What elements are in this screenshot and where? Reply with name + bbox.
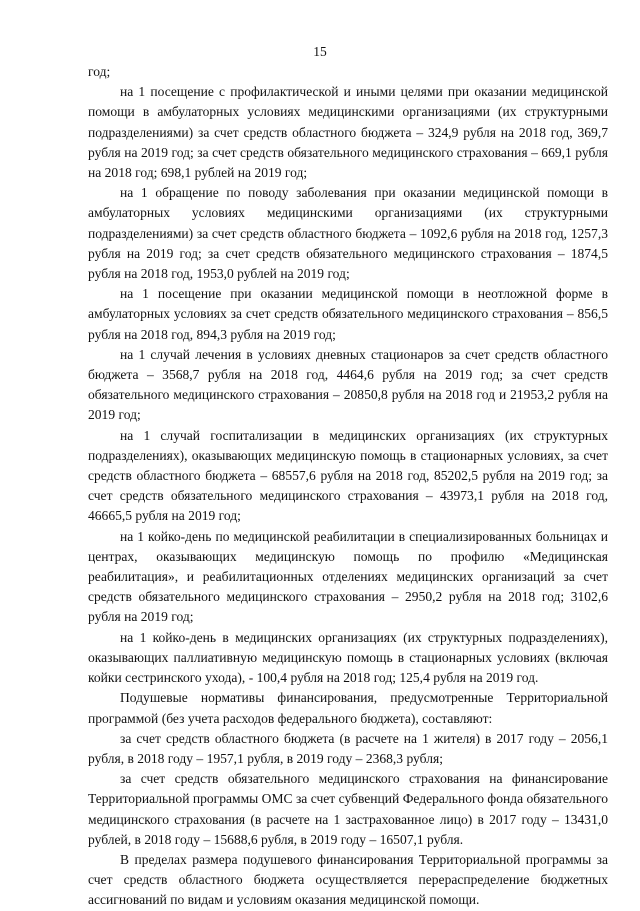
paragraph-palliative-bed-day: на 1 койко-день в медицинских организациях (их структурных подразделениях), оказывающих паллиативную медицинскую помощь в стационарных условиях (включая койки сестринского ухода), - 100,4 рубля на 2018 год; 125,4 рубля на 2019 год. — [88, 629, 608, 686]
paragraph-urgent-visit: на 1 посещение при оказании медицинской помощи в неотложной форме в амбулаторных условиях за счет средств обязательного медицинского страхования – 856,5 рубля на 2018 год, 894,3 рубля на 2019 год; — [88, 286, 608, 342]
paragraph-disease-appeal: на 1 обращение по поводу заболевания при оказании медицинской помощи в амбулаторных условиях медицинскими организациями (их структурными подразделениями) за счет средств областного бюджета – 1092,6 рубля на 2018 год, 1257,3 рубля на 2019 год; за счет средств обязательного медицинского страхования – 1874,5 рубля на 2018 год, 1953,0 рублей на 2019 год; — [88, 185, 608, 282]
paragraph-per-capita-intro: Подушевые нормативы финансирования, предусмотренные Территориальной программой (без учета расходов федерального бюджета), составляют: — [88, 690, 608, 726]
paragraph-redistribution: В пределах размера подушевого финансирования Территориальной программы за счет средств областного бюджета осуществляется перераспределение бюджетных ассигнований по видам и условиям оказания медицинской помощи. — [88, 851, 608, 908]
paragraph-day-hospital: на 1 случай лечения в условиях дневных стационаров за счет средств областного бюджета – 3568,7 рубля на 2018 год, 4464,6 рубля на 2019 год; за счет средств обязательного медицинского страхования – 20850,8 рубля на 2018 год и 21953,2 рубля на 2019 год; — [88, 346, 608, 423]
paragraph-hospitalization: на 1 случай госпитализации в медицинских организациях (их структурных подразделениях), оказывающих медицинскую помощь в стационарных условиях, за счет средств областного бюджета – 68557,6 рубля на 2018 год, 85202,5 рубля на 2019 год; за счет средств обязательного медицинского страхования – 43973,1 рубля на 2018 год, 46665,5 рубля на 2019 год; — [88, 427, 608, 524]
paragraph-continuation: год; — [88, 64, 111, 79]
document-body — [88, 62, 608, 911]
paragraph-regional-budget-per-capita: за счет средств областного бюджета (в расчете на 1 жителя) в 2017 году – 2056,1 рубля, в 2018 году – 1957,1 рубля, в 2019 году – 2368,3 рубля; — [88, 730, 608, 766]
page-number: 15 — [313, 44, 327, 59]
paragraph-oms-per-capita: за счет средств обязательного медицинского страхования на финансирование Территориальной программы ОМС за счет субвенций Федерального фонда обязательного медицинского страхования (в расчете на 1 застрахованное лицо) в 2017 году – 13431,0 рублей, в 2018 году – 15688,6 рубля, в 2019 году – 16507,1 рубля. — [88, 771, 608, 847]
paragraph-rehabilitation-bed-day: на 1 койко-день по медицинской реабилитации в специализированных больницах и центрах, оказывающих медицинскую помощь по профилю «Медицинская реабилитация», и реабилитационных отделениях медицинских организаций за счет средств обязательного медицинского страхования – 2950,2 рубля на 2018 год; 3102,6 рубля на 2019 год; — [88, 528, 608, 625]
paragraph-visit-preventive: на 1 посещение с профилактической и иными целями при оказании медицинской помощи в амбулаторных условиях медицинскими организациями (их структурными подразделениями) за счет средств областного бюджета – 324,9 рубля на 2018 год, 369,7 рубля на 2019 год; за счет средств обязательного медицинского страхования – 669,1 рубля на 2018 год; 698,1 рублей на 2019 год; — [88, 84, 608, 181]
